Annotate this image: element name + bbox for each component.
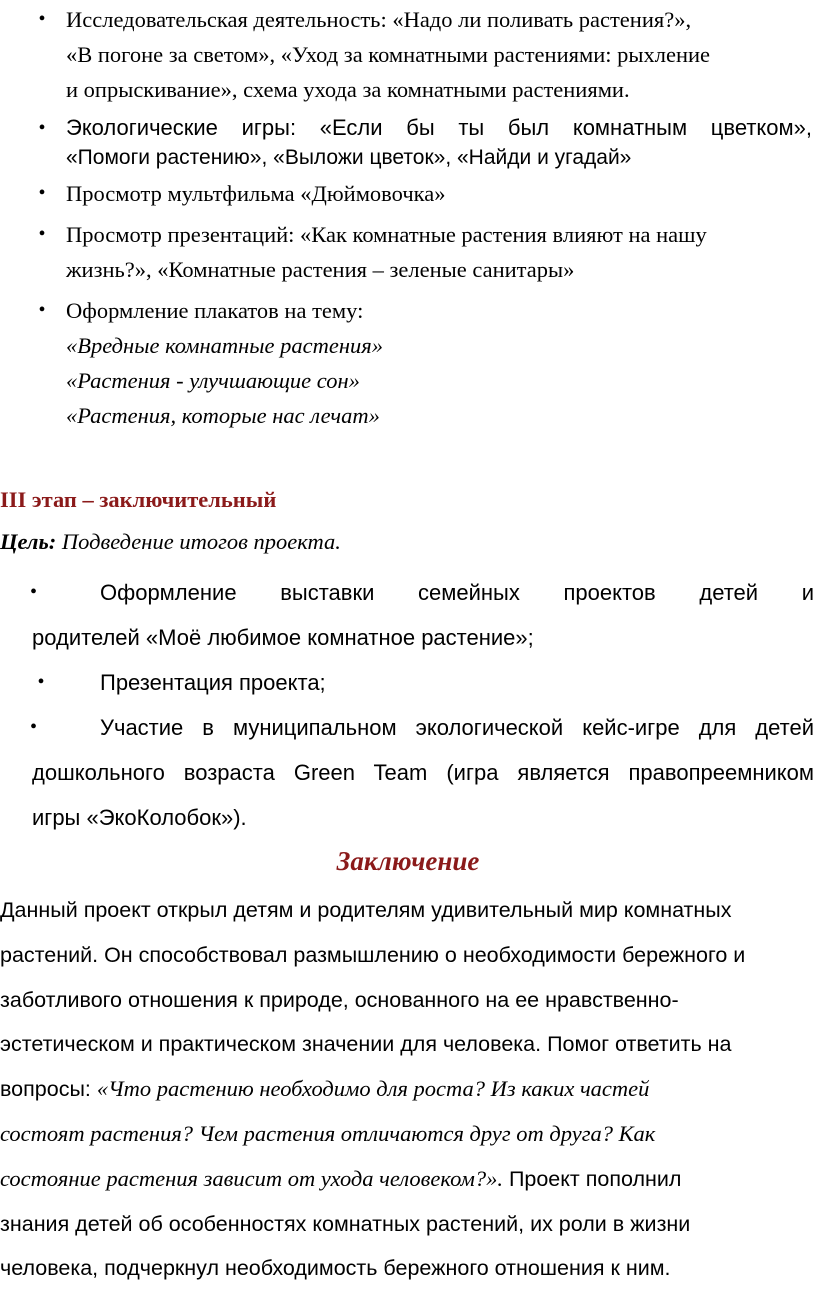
list-item-line: «Помоги растению», «Выложи цветок», «Найди и угадай» [66, 146, 632, 169]
conclusion-line: человека, подчеркнул необходимость бережного отношения к ним. [0, 1256, 671, 1281]
list-item [0, 293, 816, 433]
list-item [0, 113, 816, 173]
conclusion-line: растений. Он способствовал размышлению о необходимости бережного и [0, 942, 746, 967]
questions-quote: состояние растения зависит от ухода человеком?». [0, 1165, 503, 1191]
stage-heading: III этап – заключительный [0, 487, 277, 512]
list-item-line: и опрыскивание», схема ухода за комнатными растениями. [66, 77, 630, 102]
list-item-line: Презентация проекта; [100, 670, 326, 695]
list-item-line: Оформление плакатов на тему: [66, 298, 364, 323]
bullet: • [37, 671, 45, 693]
list-item-line: Исследовательская деятельность: «Надо ли поливать растения?», [66, 7, 692, 32]
poster-title: «Растения - улучшающие сон» [66, 368, 360, 393]
bullet: • [30, 581, 38, 603]
poster-title: «Растения, которые нас лечат» [66, 403, 380, 428]
activity-list [0, 2, 816, 433]
conclusion-line [0, 1157, 814, 1202]
list-item-line: Участие в муниципальном экологической кейс-игре для детей [100, 715, 814, 740]
list-item [0, 570, 814, 660]
bullet: • [38, 117, 46, 139]
bullet: • [38, 182, 46, 204]
questions-quote: состоят растения? Чем растения отличаются друг от друга? Как [0, 1120, 656, 1146]
goal-label: Цель: [0, 529, 57, 554]
poster-title: «Вредные комнатные растения» [66, 333, 383, 358]
conclusion-title: Заключение [336, 846, 480, 876]
list-item-line: Оформление выставки семейных проектов детей и [100, 580, 814, 605]
list-item-line: Просмотр презентаций: «Как комнатные растения влияют на нашу [66, 222, 707, 247]
goal-text: Подведение итогов проекта. [56, 529, 341, 554]
list-item-line: родителей «Моё любимое комнатное растение»; [32, 625, 534, 650]
conclusion-line: Данный проект открыл детям и родителям удивительный мир комнатных [0, 898, 732, 922]
questions-quote: «Что растению необходимо для роста? Из каких частей [96, 1076, 650, 1102]
questions-prefix: вопросы: [0, 1077, 97, 1102]
conclusion-line [0, 1067, 814, 1112]
list-item [0, 660, 814, 705]
list-item [0, 705, 814, 840]
list-item-line: дошкольного возраста Green Team (игра является правопреемником [32, 760, 814, 785]
conclusion-after-quote: Проект пополнил [502, 1166, 682, 1191]
list-item-line: «В погоне за светом», «Уход за комнатными растениями: рыхление [66, 42, 711, 67]
conclusion-line: знания детей об особенностях комнатных растений, их роли в жизни [0, 1211, 691, 1236]
bullet: • [30, 716, 38, 738]
list-item [0, 217, 816, 287]
list-item [0, 2, 816, 107]
list-item-line: Просмотр мультфильма «Дюймовочка» [66, 181, 446, 206]
bullet: • [38, 8, 46, 30]
conclusion-text [0, 888, 814, 1291]
list-item-line: жизнь?», «Комнатные растения – зеленые санитары» [66, 257, 575, 282]
list-item-line: игры «ЭкоКолобок»). [32, 805, 247, 830]
final-stage-list [0, 570, 814, 840]
bullet: • [38, 223, 46, 245]
list-item [0, 176, 816, 211]
stage-goal [0, 527, 816, 557]
list-item-line: Экологические игры: «Если бы ты был комнатным цветком», [66, 115, 812, 140]
bullet: • [38, 299, 46, 321]
conclusion-line: эстетическом и практическом значении для человека. Помог ответить на [0, 1032, 732, 1057]
conclusion-line: заботливого отношения к природе, основанного на ее нравственно- [0, 987, 679, 1012]
